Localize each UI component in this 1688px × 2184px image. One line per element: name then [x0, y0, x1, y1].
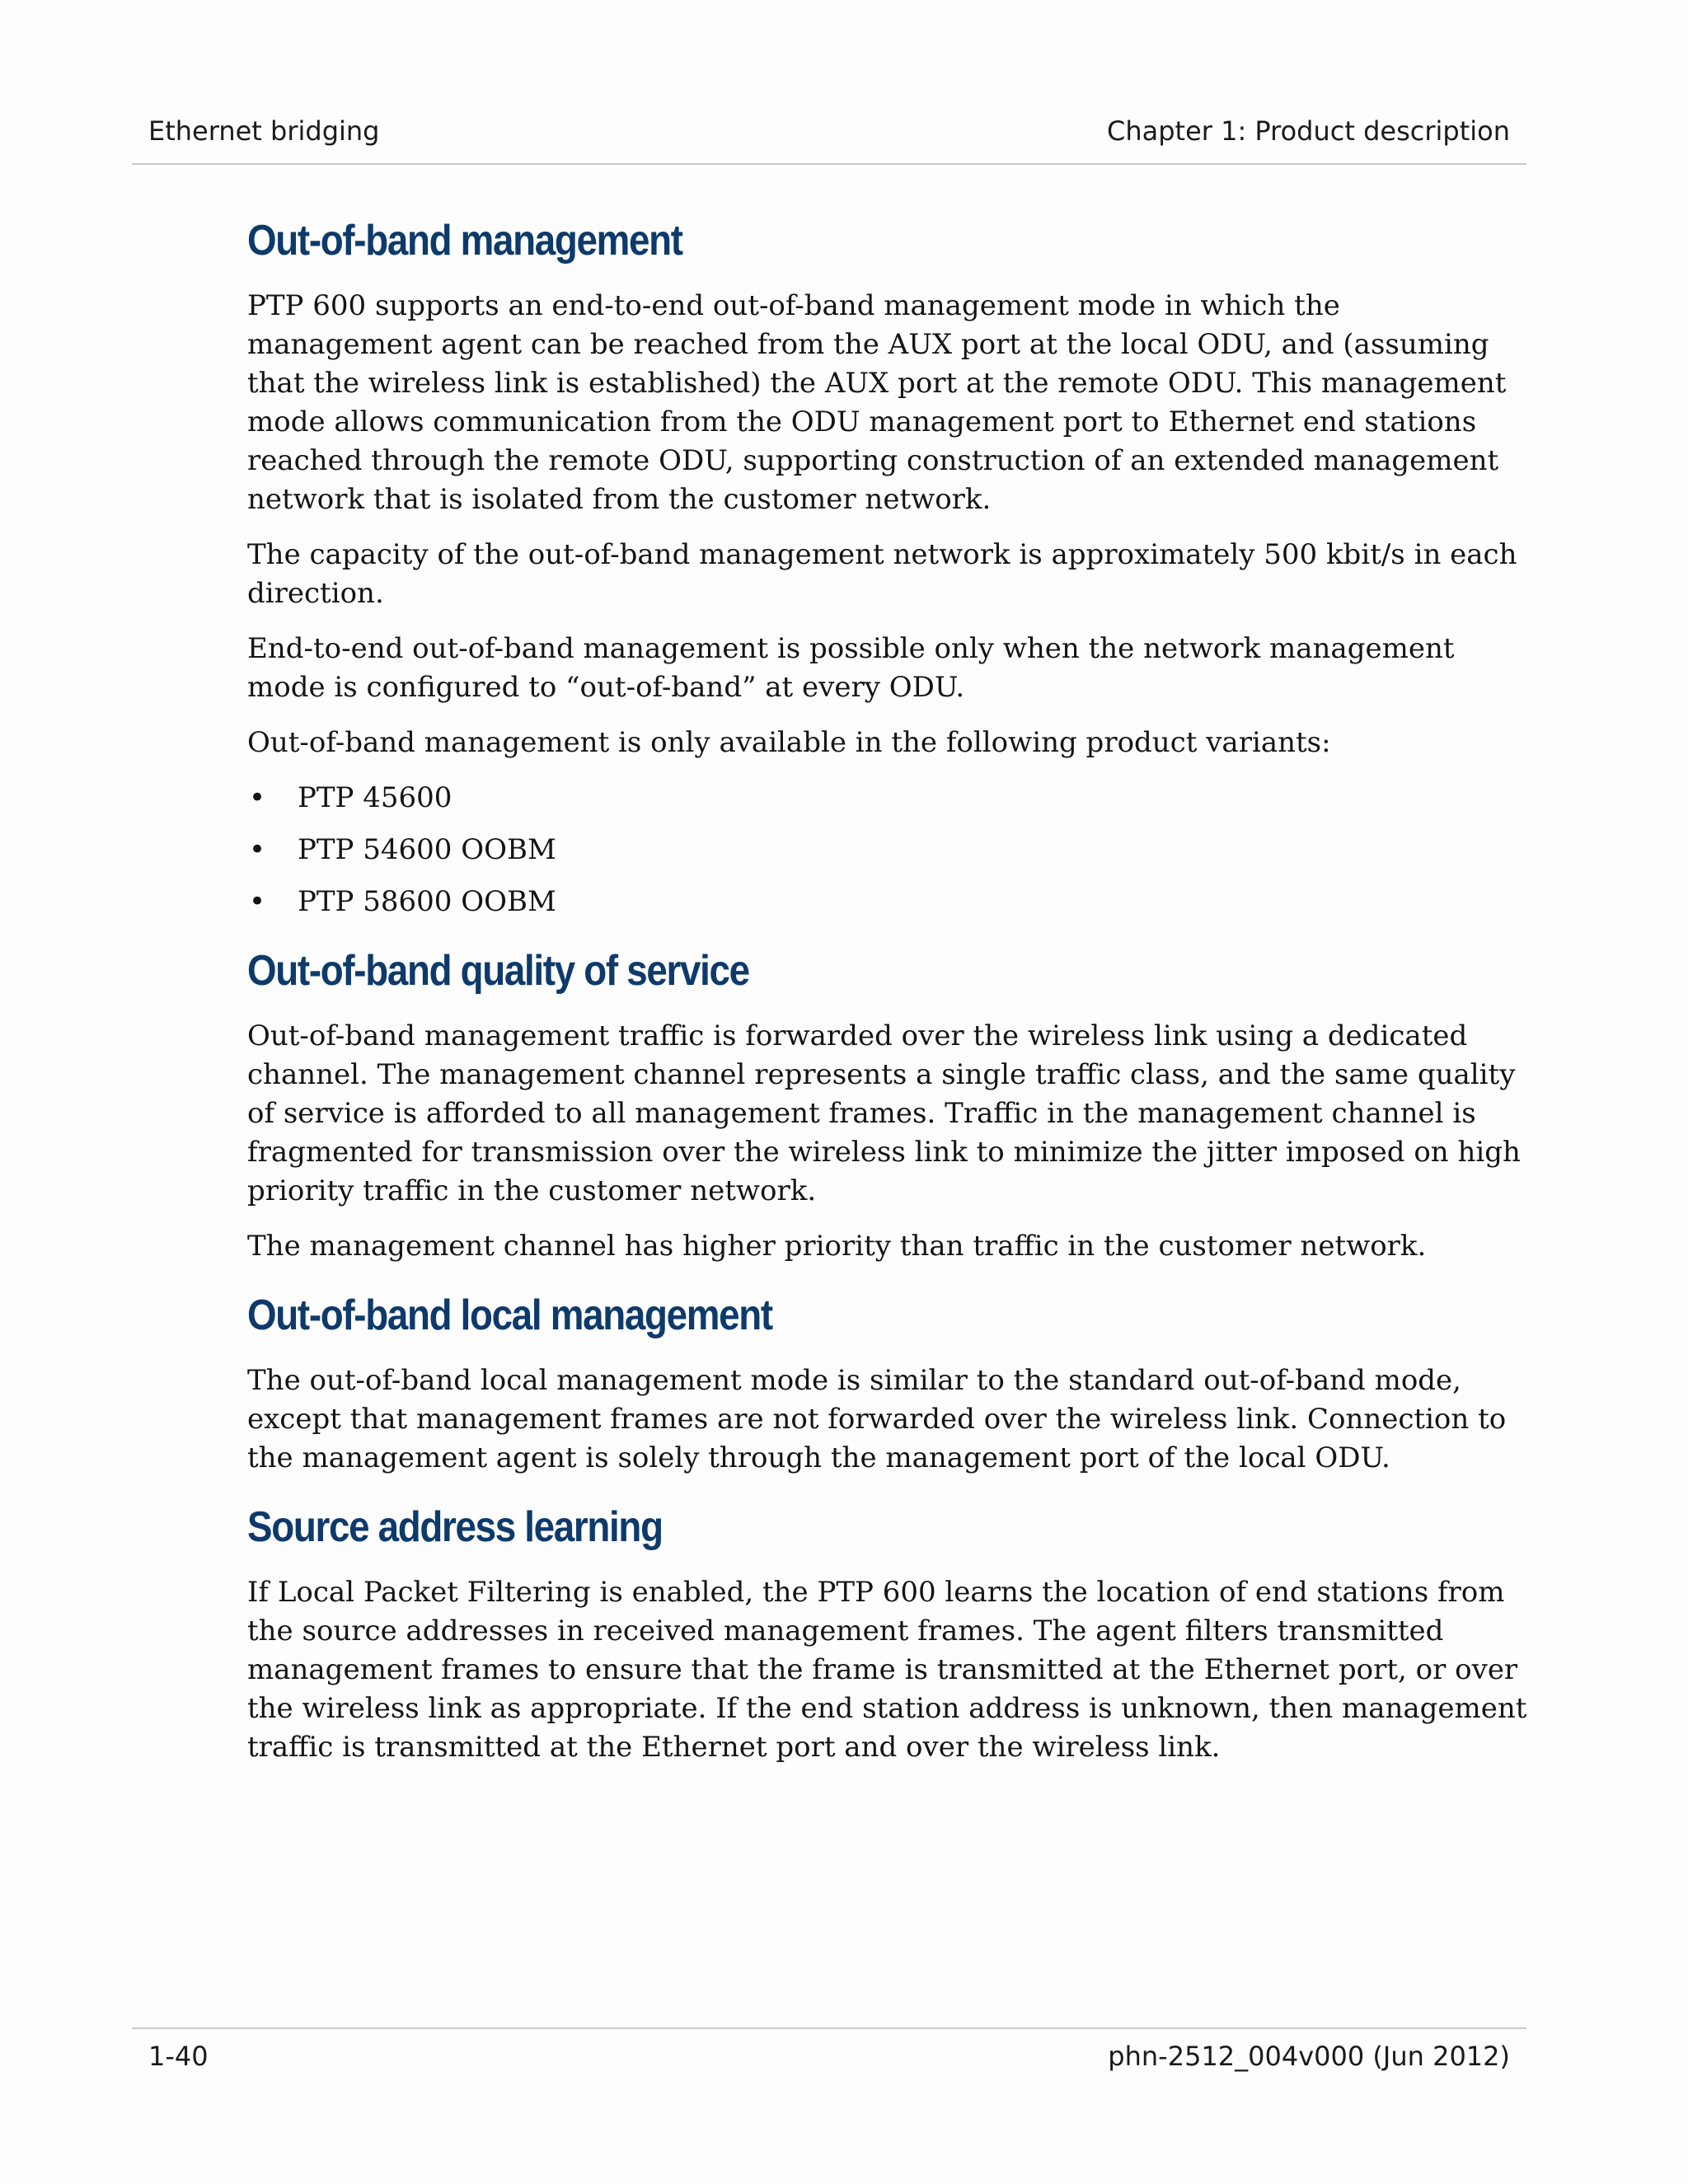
page-number: 1-40: [148, 2041, 209, 2072]
heading-oob-qos: Out-of-band quality of service: [247, 947, 749, 995]
section-oob-local-management: [247, 1291, 1533, 1478]
paragraph: If Local Packet Filtering is enabled, the PTP 600 learns the location of end stations from the source addresses in received management frames. The agent filters transmitted management frames to ensure that the frame is transmitted at the Ethernet port, or over the wireless link as appropriate. If the end station address is unknown, then management traffic is transmitted at the Ethernet port and over the wireless link.: [247, 1576, 1527, 1764]
section-oob-qos: [247, 946, 1533, 1266]
paragraph: The management channel has higher priority than traffic in the customer network.: [247, 1230, 1427, 1263]
paragraph: Out-of-band management is only available in the following product variants:: [247, 726, 1331, 759]
bullet-icon: •: [249, 781, 266, 814]
document-id: phn-2512_004v000 (Jun 2012): [1108, 2041, 1510, 2072]
heading-oob-management: Out-of-band management: [247, 217, 682, 265]
heading-oob-local-management: Out-of-band local management: [247, 1291, 772, 1339]
running-footer: [132, 2027, 1526, 2072]
paragraph: The capacity of the out-of-band management network is approximately 500 kbit/s in each direction.: [247, 538, 1517, 610]
paragraph: PTP 600 supports an end-to-end out-of-band management mode in which the management agent can be reached from the AUX port at the local ODU, and (assuming that the wireless link is established) the AUX port at the remote ODU. This management mode allows communication from the ODU management port to Ethernet end stations reached through the remote ODU, supporting construction of an extended management network that is isolated from the customer network.: [247, 289, 1507, 516]
page-content: [247, 216, 1533, 1792]
paragraph: The out-of-band local management mode is similar to the standard out-of-band mode, except that management frames are not forwarded over the wireless link. Connection to the management agent is solely through the management port of the local ODU.: [247, 1364, 1507, 1474]
header-section-title: Ethernet bridging: [148, 115, 380, 147]
variant-list: [247, 779, 1533, 921]
list-item-text: PTP 54600 OOBM: [298, 833, 556, 866]
list-item-text: PTP 45600: [298, 781, 452, 814]
list-item: [247, 831, 1533, 869]
list-item: [247, 883, 1533, 921]
section-oob-management: [247, 216, 1533, 921]
section-source-address-learning: [247, 1502, 1533, 1767]
bullet-icon: •: [249, 885, 266, 918]
list-item-text: PTP 58600 OOBM: [298, 885, 556, 918]
list-item: [247, 779, 1533, 818]
running-header: [132, 0, 1526, 165]
paragraph: End-to-end out-of-band management is possible only when the network management mode is configured to “out-of-band” at every ODU.: [247, 632, 1455, 704]
bullet-icon: •: [249, 833, 266, 866]
paragraph: Out-of-band management traffic is forwarded over the wireless link using a dedicated channel. The management channel represents a single traffic class, and the same quality of service is afforded to all management frames. Traffic in the management channel is fragmented for transmission over the wireless link to minimize the jitter imposed on high priority traffic in the customer network.: [247, 1019, 1521, 1207]
header-chapter-title: Chapter 1: Product description: [1106, 115, 1510, 147]
heading-source-address-learning: Source address learning: [247, 1503, 663, 1551]
